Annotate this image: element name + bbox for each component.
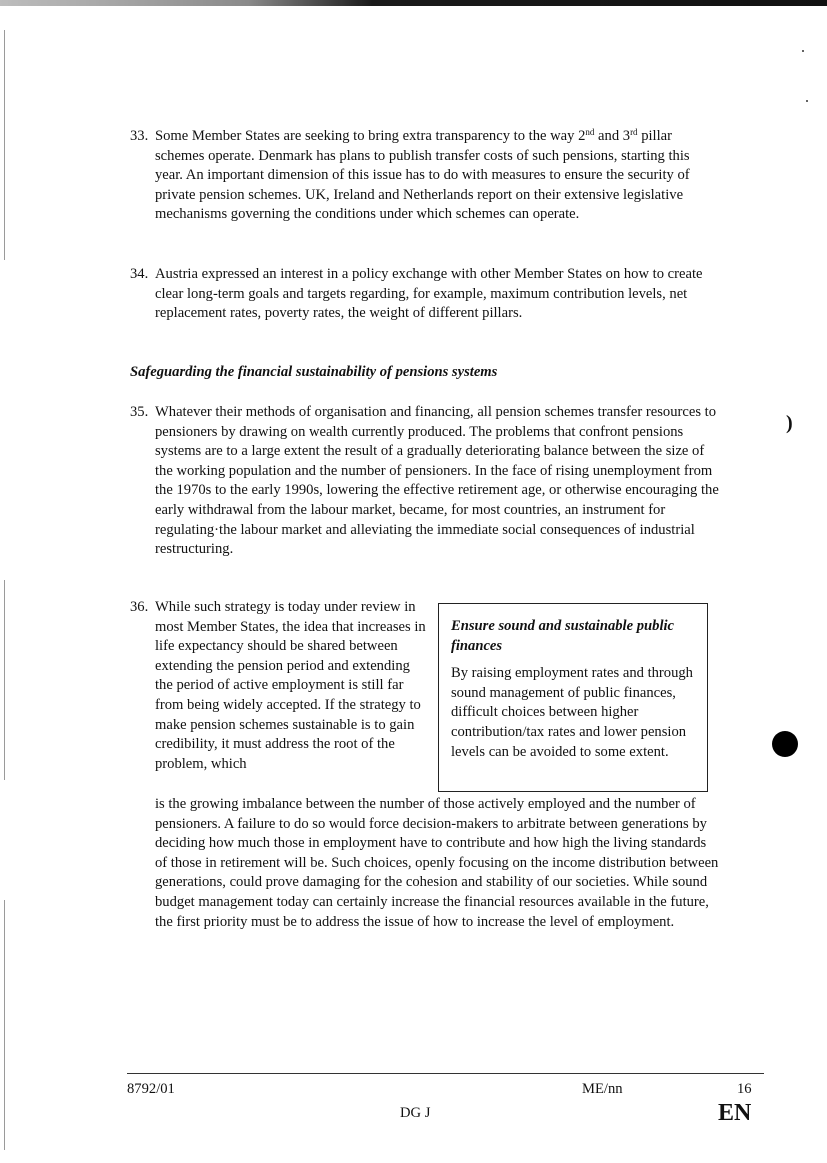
punch-hole-dot <box>772 731 798 757</box>
scan-artifact-line <box>4 900 5 1150</box>
paragraph-text: Some Member States are seeking to bring extra transparency to the way 2nd and 3rd pillar schemes operate. Denmark has plans to publish transfer costs of such pensions, starting this year. An important dimension of this issue has to do with measures to ensure the security of private pension schemes. UK, Ireland and Netherlands report on their extensive legislative mechanisms governing the conditions under which schemes can operate. <box>155 127 690 223</box>
paragraph-text: Austria expressed an interest in a policy exchange with other Member States on how to create clear long-term goals and targets regarding, for example, maximum contribution levels, net replacement rates, poverty rates, the weight of different pillars. <box>155 266 703 322</box>
paragraph-36-continued: is the growing imbalance between the number of those actively employed and the number of pensioners. A failure to do so would force decision-makers to arbitrate between generations by deciding how much those in employment have to contribute and how high the living standards of those in retirement will be. Such choices, openly focusing on the income distribution between generations, could prove damaging for the cohesion and stability of our societies. While sound budget management today can certainly increase the financial resources available in the future, the first priority must be to address the issue of how to increase the level of employment. <box>155 796 719 930</box>
paragraph-text-wrapped: While such strategy is today under review in most Member States, the idea that increases in life expectancy should be shared between extending the pension period and extending the period of active employment is still far from being widely accepted. If the strategy to make pension schemes sustainable is to gain credibility, it must address the root of the problem, which <box>155 599 426 772</box>
paragraph-text: Whatever their methods of organisation and financing, all pension schemes transfer resources to pensioners by drawing on wealth currently produced. The problems that confront pensions systems are to a large extent the result of a gradually deteriorating balance between the size of the working population and the number of pensioners. In the face of rising unemployment from the 1970s to the early 1990s, lowering the effective retirement age, or otherwise encouraging the early withdrawal from the labour market, became, for most countries, an instrument for regulating·the labour market and alleviating the immediate social consequences of industrial restructuring. <box>155 404 719 558</box>
footer-doc-code: 8792/01 <box>127 1081 175 1097</box>
paragraph-number: 36. <box>130 599 149 615</box>
scan-speck <box>806 100 808 102</box>
box-body: By raising employment rates and through sound management of public finances, difficult choices between higher contribution/tax rates and lower pension levels can be avoided to some extent. <box>451 665 693 760</box>
section-heading: Safeguarding the financial sustainability of pensions systems <box>130 364 498 380</box>
footer-page-number: 16 <box>737 1081 752 1097</box>
footer-initials: ME/nn <box>582 1081 623 1097</box>
paragraph-number: 34. <box>130 266 149 282</box>
box-title: Ensure sound and sustainable public finances <box>451 618 675 654</box>
paragraph-number: 33. <box>130 128 149 144</box>
paragraph-36 <box>130 598 430 774</box>
footer-language: EN <box>718 1100 752 1126</box>
scan-speck <box>802 50 804 52</box>
scan-artifact-line <box>4 30 5 260</box>
paragraph-34 <box>130 265 720 324</box>
scan-artifact-line <box>4 580 5 780</box>
paragraph-number: 35. <box>130 404 149 420</box>
paragraph-35 <box>130 403 720 560</box>
footer-dg: DG J <box>400 1105 431 1121</box>
scan-mark-paren: ) <box>786 412 793 434</box>
paragraph-33 <box>130 127 720 225</box>
highlight-box <box>438 603 708 792</box>
footer-rule <box>127 1073 764 1074</box>
top-edge-border <box>0 0 827 6</box>
